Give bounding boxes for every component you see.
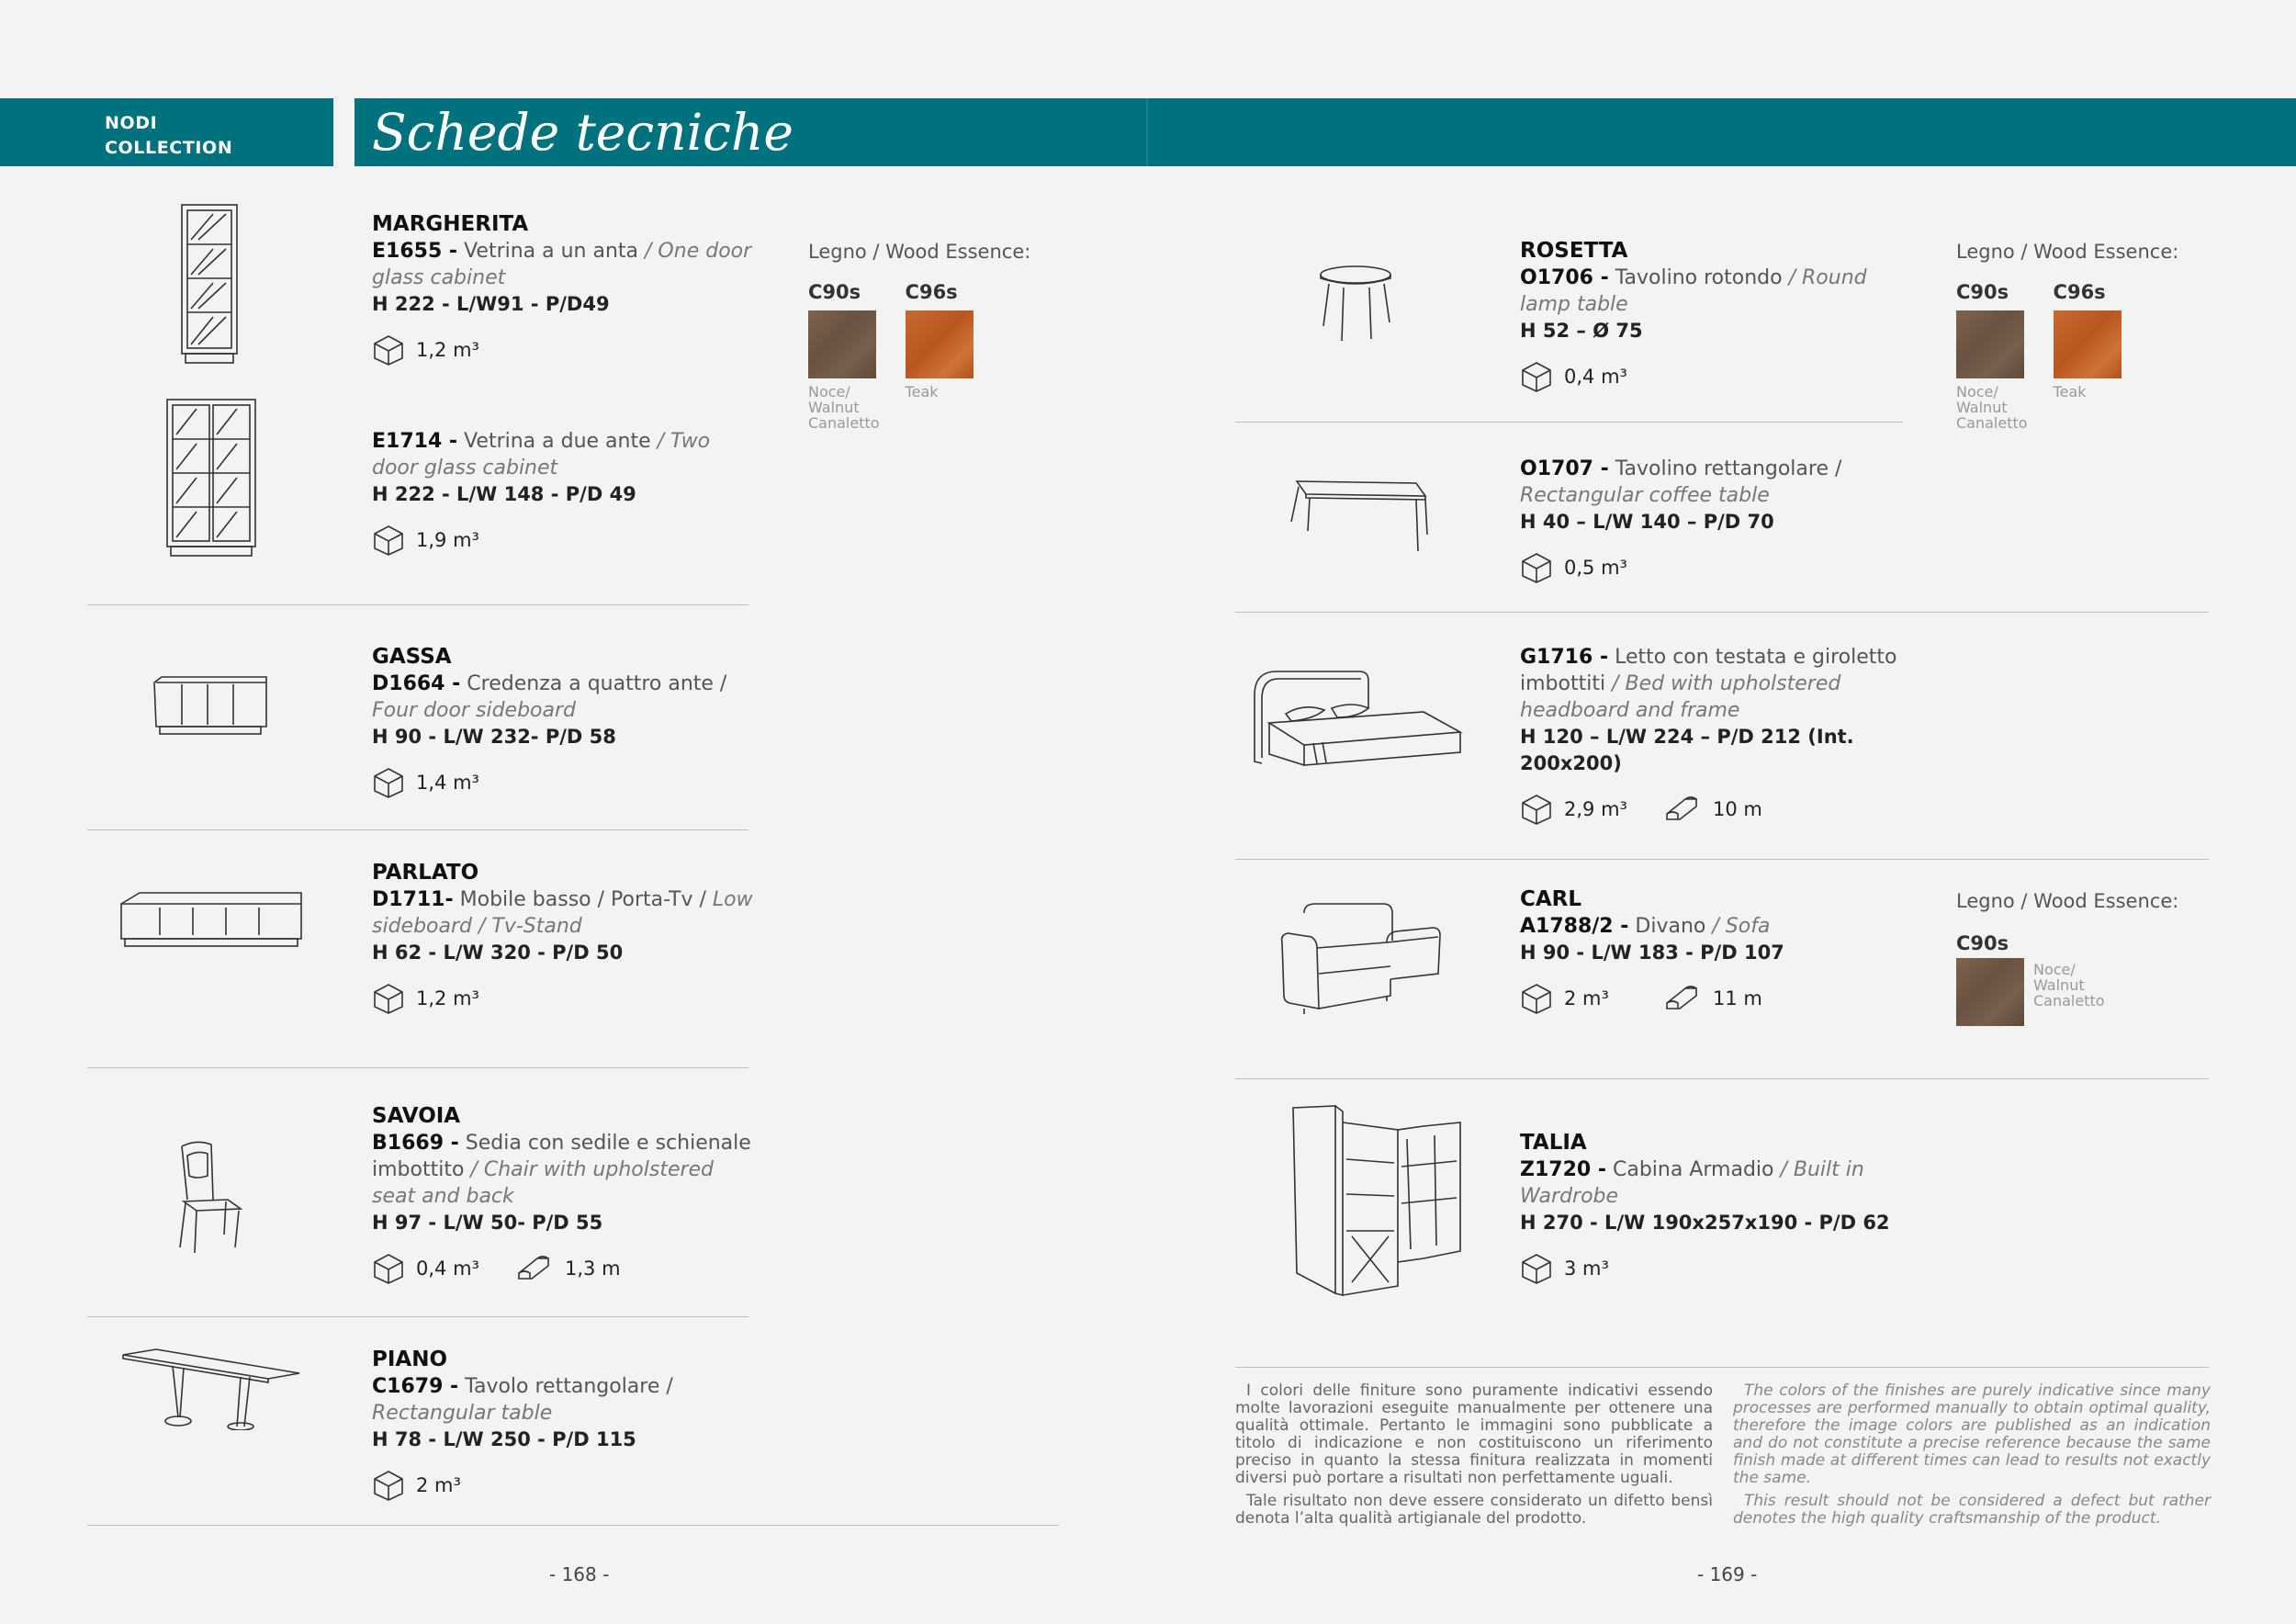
product-dimensions: H 90 - L/W 183 - P/D 107 [1520,942,1784,964]
bed-image [1249,666,1466,773]
description-it: Tavolo rettangolare / [465,1375,673,1398]
volume-box-icon [1520,1252,1553,1285]
product-code: D1664 - [372,672,461,695]
volume-box-icon [372,524,405,557]
volume-box-icon [372,766,405,799]
note-en-paragraph-1: The colors of the finishes are purely indicative since many processes are performed manually to obtain optimal quality, therefore the image colors are published as an indication and do not constitute a precise reference because the same finish made at different times can lead to results not exactly the same. [1733,1382,2211,1487]
tv-stand-image [118,887,305,961]
shipping-info [372,522,758,558]
description-en: Rectangular table [372,1402,553,1425]
description-en: / Round lamp table [1520,266,1867,316]
page-title: Schede tecniche [372,103,793,162]
description-it: Divano [1635,915,1706,938]
product-code: C1679 - [372,1375,459,1398]
product-description [1520,1156,1906,1210]
divider [1235,859,2209,860]
divider [1235,1078,2209,1079]
teak-swatch [2054,310,2122,378]
wood-essence-title: Legno / Wood Essence: [1956,890,2179,912]
collection-line-1: NODI [105,113,158,133]
description-en: Four door sideboard [372,699,577,722]
volume-box-icon [372,1252,405,1285]
wood-code-c90: C90s [808,281,861,303]
finishes-note-it [1235,1382,1713,1533]
product-dimensions: H 120 – L/W 224 – P/D 212 (Int. 200x200) [1520,726,1854,774]
product-code: A1788/2 - [1520,915,1629,938]
product-rosetta [1520,238,1906,395]
walnut-label-line-1: Noce/ [808,383,850,400]
description-en: Low sideboard / Tv-Stand [372,888,753,938]
product-code: E1714 - [372,430,458,453]
walnut-swatch [1956,958,2024,1026]
volume-value: 0,4 m³ [1564,365,1627,388]
wardrobe-image [1288,1102,1464,1297]
divider [1235,1367,2209,1368]
wood-swatch-c90 [1956,281,2028,431]
product-dimensions: H 270 - L/W 190x257x190 - P/D 62 [1520,1212,1890,1234]
walnut-label [1956,384,2028,431]
wood-code-c96: C96s [905,281,958,303]
volume-box-icon [1520,360,1553,393]
product-name: PARLATO [372,861,479,885]
description-en: / One door glass cabinet [372,240,752,289]
shipping-info [372,764,758,801]
walnut-label-line-2: Walnut [808,399,860,416]
divider [87,604,748,605]
description-it: Tavolino rettangolare / [1615,457,1842,480]
shipping-info [1520,358,1906,395]
shipping-info [372,1250,758,1287]
product-name: TALIA [1520,1131,1587,1155]
product-gassa [372,644,758,801]
volume-value: 2,9 m³ [1564,797,1627,820]
shipping-info [372,980,758,1017]
wood-swatch-c96 [906,281,974,431]
two-door-cabinet-image [163,398,259,559]
product-dimensions: H 78 - L/W 250 - P/D 115 [372,1428,636,1450]
divider [1235,612,2209,613]
walnut-label [2033,962,2105,1026]
wood-essence-title: Legno / Wood Essence: [808,241,1031,263]
product-name: MARGHERITA [372,212,529,236]
shipping-info [1520,980,1906,1017]
product-dimensions: H 97 - L/W 50- P/D 55 [372,1212,603,1234]
description-en: / Sofa [1712,915,1771,938]
product-name: SAVOIA [372,1104,461,1128]
note-it-paragraph-2: Tale risultato non deve essere considerato un difetto bensì denota l’alta qualità artigianale del prodotto. [1235,1492,1713,1528]
volume-value: 2 m³ [416,1473,461,1496]
product-piano [372,1347,758,1504]
volume-box-icon [372,333,405,367]
walnut-label-line-3: Canaletto [2033,992,2105,1009]
product-savoia [372,1103,758,1287]
product-code: E1655 - [372,240,458,263]
shipping-info [1520,549,1906,586]
page-number-right: - 169 - [1697,1563,1758,1585]
product-dimensions: H 222 - L/W91 - P/D49 [372,293,610,315]
product-talia [1520,1130,1906,1287]
one-door-cabinet-image [173,203,246,365]
divider [1235,422,1903,423]
product-name: GASSA [372,645,452,669]
wood-swatch-c90 [808,281,880,431]
product-code: D1711- [372,888,454,911]
wood-essence-left [808,241,1030,431]
volume-value: 0,4 m³ [416,1257,479,1280]
product-margherita [372,211,758,368]
product-code: Z1720 - [1520,1158,1606,1181]
wood-essence-right [1956,241,2178,431]
wood-essence-carl [1956,890,2178,1026]
product-o1707 [1520,456,1906,586]
wood-code-c96: C96s [2053,281,2106,303]
volume-value: 1,9 m³ [416,528,479,551]
volume-value: 1,4 m³ [416,771,479,794]
product-code: G1716 - [1520,646,1609,669]
note-en-paragraph-2: This result should not be considered a defect but rather denotes the high quality craftsmanship of the product. [1733,1492,2211,1528]
shipping-info [372,332,758,368]
description-en: / Built in Wardrobe [1520,1158,1864,1208]
description-it: Cabina Armadio [1612,1158,1774,1181]
chair-image [169,1139,252,1255]
volume-box-icon [1520,793,1553,826]
product-dimensions: H 52 – Ø 75 [1520,320,1643,342]
volume-box-icon [1520,982,1553,1015]
product-code: O1706 - [1520,266,1609,289]
walnut-label-line-1: Noce/ [1956,383,1998,400]
fabric-roll-icon [515,1253,552,1284]
walnut-swatch [1956,310,2024,378]
description-it: Letto con testata e giroletto imbottiti [1520,646,1897,695]
volume-value: 0,5 m³ [1564,556,1627,579]
fabric-value: 10 m [1713,797,1762,820]
sideboard-image [151,673,270,741]
description-it: Mobile basso / Porta-Tv / [459,888,706,911]
divider [87,1525,1059,1526]
description-it: Sedia con sedile e schienale imbottito [372,1132,751,1181]
volume-box-icon [1520,551,1553,584]
description-it: Tavolino rotondo [1615,266,1783,289]
coffee-table-image [1288,478,1429,555]
product-description [372,428,758,481]
description-en: Rectangular coffee table [1520,484,1770,507]
product-description [372,238,758,291]
volume-value: 1,2 m³ [416,338,479,361]
product-code: B1669 - [372,1132,459,1155]
teak-label: Teak [2053,383,2087,400]
wood-essence-title: Legno / Wood Essence: [1956,241,2179,263]
product-e1714 [372,428,758,558]
fabric-value: 1,3 m [565,1257,621,1280]
product-name: PIANO [372,1348,448,1371]
page-gutter [1146,98,1148,166]
wood-code-c90: C90s [1956,932,2009,954]
description-en: / Bed with upholstered headboard and frame [1520,672,1841,722]
fabric-roll-icon [1663,983,1700,1014]
product-description [372,671,758,724]
walnut-label [808,384,880,431]
product-carl [1520,886,1906,1017]
product-description [1520,644,1906,724]
walnut-label-line-3: Canaletto [808,414,880,432]
description-it: Vetrina a un anta [464,240,639,263]
shipping-info [372,1467,758,1504]
page-number-left: - 168 - [549,1563,610,1585]
shipping-info [1520,1250,1906,1287]
product-dimensions: H 90 - L/W 232- P/D 58 [372,726,616,748]
finishes-note-en [1733,1382,2211,1533]
teak-swatch [906,310,974,378]
shipping-info [1520,791,1906,828]
product-description [372,1130,758,1210]
wood-code-c90: C90s [1956,281,2009,303]
collection-line-2: COLLECTION [105,138,233,158]
walnut-label-line-1: Noce/ [2033,961,2076,978]
product-dimensions: H 40 – L/W 140 – P/D 70 [1520,511,1774,533]
divider [87,1067,748,1068]
wood-swatch-c96 [2054,281,2122,431]
walnut-swatch [808,310,876,378]
product-description [1520,265,1906,318]
divider [87,1316,748,1317]
product-code: O1707 - [1520,457,1609,480]
teak-label: Teak [905,383,939,400]
volume-value: 3 m³ [1564,1257,1609,1280]
product-parlato [372,860,758,1017]
volume-value: 1,2 m³ [416,987,479,1009]
divider [87,829,748,830]
product-dimensions: H 222 - L/W 148 - P/D 49 [372,483,636,505]
product-description [372,886,758,940]
product-dimensions: H 62 - L/W 320 - P/D 50 [372,942,624,964]
table-image [119,1348,303,1430]
volume-value: 2 m³ [1564,987,1609,1009]
volume-box-icon [372,982,405,1015]
description-it: Vetrina a due ante [464,430,651,453]
product-description [1520,913,1906,940]
product-g1716 [1520,644,1906,828]
walnut-label-line-2: Walnut [2033,976,2085,994]
description-en: / Two door glass cabinet [372,430,711,479]
description-en: / Chair with upholstered seat and back [372,1158,715,1208]
product-description [372,1373,758,1427]
round-table-image [1316,264,1395,343]
product-name: CARL [1520,887,1582,911]
sofa-image [1277,900,1442,1016]
description-it: Credenza a quattro ante / [467,672,727,695]
product-name: ROSETTA [1520,239,1628,263]
walnut-label-line-3: Canaletto [1956,414,2028,432]
fabric-roll-icon [1663,794,1700,825]
collection-label [105,111,232,161]
volume-box-icon [372,1469,405,1502]
note-it-paragraph-1: I colori delle finiture sono puramente indicativi essendo molte lavorazioni eseguite manualmente per ottenere una qualità ottimale. Pertanto le immagini sono pubblicate a titolo di indicazione e non costituiscono un riferimento preciso in quanto la stessa finitura realizzata in momenti diversi può portare a risultati non perfettamente uguali. [1235,1382,1713,1487]
fabric-value: 11 m [1713,987,1762,1009]
walnut-label-line-2: Walnut [1956,399,2008,416]
product-description [1520,456,1906,509]
